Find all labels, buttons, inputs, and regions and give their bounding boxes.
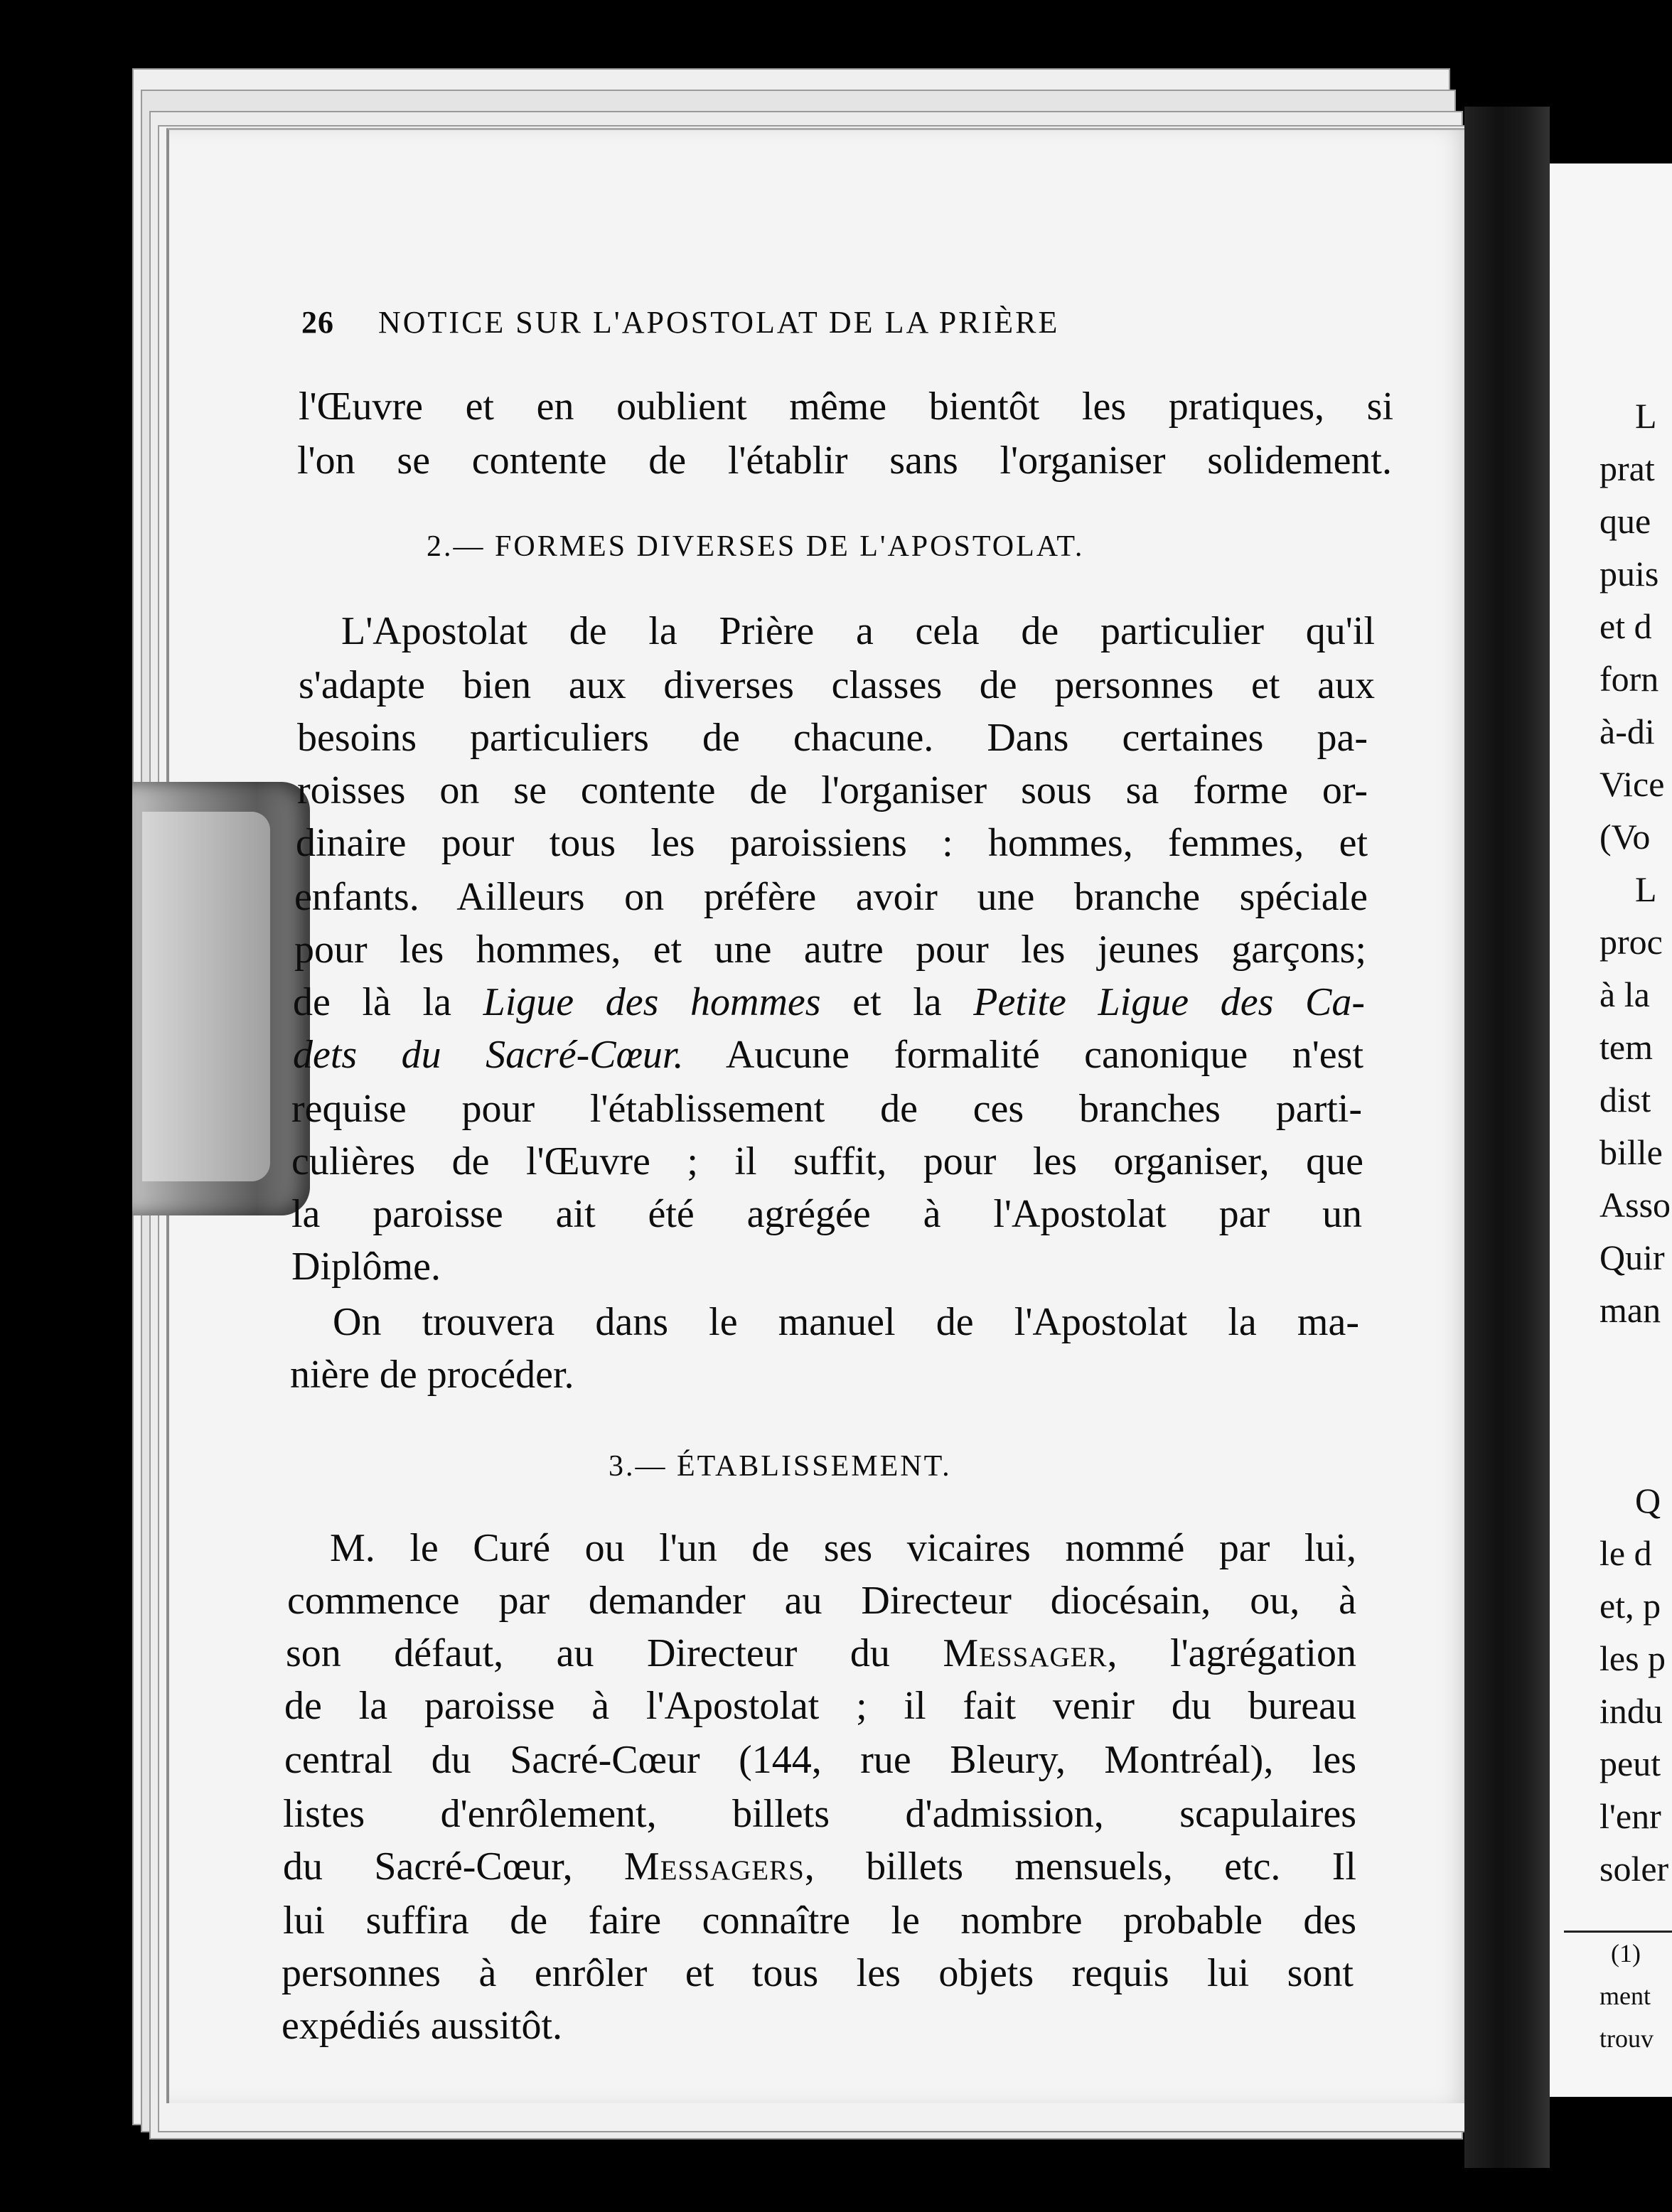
text-line: la paroisse ait été agrégée à l'Apostolat par un (291, 1192, 1362, 1236)
facing-line: peut (1599, 1744, 1661, 1783)
text-line (293, 1035, 1363, 1075)
small-caps-title: Messagers (623, 1845, 805, 1889)
facing-line: puis (1599, 554, 1659, 594)
text-line: On trouvera dans le manuel de l'Apostolat la ma- (333, 1300, 1359, 1344)
text-line: pour les hommes, et une autre pour les jeunes garçons; (294, 928, 1366, 972)
facing-line: man (1599, 1290, 1661, 1330)
text-line: s'adapte bien aux diverses classes de personnes et aux (299, 663, 1375, 707)
text-line: personnes à enrôler et tous les objets requis lui sont (282, 1951, 1354, 1995)
text-run: du Sacré-Cœur, (283, 1845, 624, 1889)
text-line: besoins particuliers de chacune. Dans certaines pa- (297, 716, 1368, 760)
italic-title: Ligue des hommes (483, 980, 821, 1024)
facing-line: (Vo (1599, 817, 1651, 857)
facing-line: indu (1599, 1691, 1663, 1731)
facing-line: et d (1599, 606, 1652, 646)
facing-line: proc (1599, 922, 1663, 962)
text-line: listes d'enrôlement, billets d'admission, scapulaires (283, 1792, 1356, 1836)
italic-title: dets du Sacré-Cœur. (293, 1033, 684, 1077)
facing-line: que (1599, 501, 1651, 541)
facing-line: tem (1599, 1027, 1653, 1067)
text-line: dinaire pour tous les paroissiens : hommes, femmes, et (296, 821, 1368, 865)
text-line (283, 1845, 1356, 1889)
page-number: 26 (301, 305, 334, 340)
text-line: lui suffira de faire connaître le nombre probable des (283, 1899, 1356, 1943)
facing-line: l'enr (1599, 1796, 1661, 1836)
text-line: M. le Curé ou l'un de ses vicaires nommé par lui, (330, 1526, 1356, 1570)
text-line: commence par demander au Directeur diocésain, ou, à (287, 1579, 1356, 1623)
facing-line: Q (1635, 1481, 1661, 1520)
facing-line: bille (1599, 1132, 1663, 1172)
text-run: et la (820, 980, 974, 1024)
facing-line: les p (1599, 1638, 1666, 1678)
small-caps-title: Messager (943, 1631, 1108, 1675)
facing-line: à-di (1599, 712, 1655, 751)
text-run: Aucune formalité canonique n'est (683, 1033, 1363, 1077)
italic-title: Petite Ligue des Ca- (973, 980, 1365, 1024)
text-line (293, 982, 1365, 1022)
text-run: , billets mensuels, etc. Il (804, 1845, 1356, 1889)
text-run: , l'agrégation (1107, 1631, 1356, 1675)
text-line: Diplôme. (291, 1245, 441, 1289)
facing-footnote: trouv (1599, 2024, 1654, 2053)
text-line: central du Sacré-Cœur (144, rue Bleury, Montréal), les (284, 1738, 1356, 1782)
text-line: expédiés aussitôt. (282, 2004, 563, 2048)
text-line: de la paroisse à l'Apostolat ; il fait venir du bureau (284, 1684, 1356, 1728)
facing-page-fragment (1550, 163, 1672, 2097)
facing-line: forn (1599, 659, 1659, 699)
text-line: nière de procéder. (290, 1353, 574, 1397)
facing-line: L (1635, 396, 1657, 436)
facing-footnote: (1) (1611, 1939, 1641, 1967)
facing-line: prat (1599, 449, 1655, 488)
text-run: son défaut, au Directeur du (286, 1631, 943, 1675)
facing-footnote: ment (1599, 1982, 1651, 2010)
facing-line: soler (1599, 1849, 1669, 1889)
text-line (286, 1633, 1356, 1673)
section-heading: 3.— ÉTABLISSEMENT. (609, 1450, 952, 1483)
book-gutter (1464, 107, 1550, 2168)
facing-line: et, p (1599, 1586, 1661, 1626)
text-line: roisses on se contente de l'organiser sous sa forme or- (297, 768, 1368, 812)
facing-line: Asso (1599, 1185, 1671, 1225)
facing-line: dist (1599, 1080, 1651, 1120)
facing-line: à la (1599, 975, 1650, 1014)
text-line: enfants. Ailleurs on préfère avoir une branche spéciale (294, 875, 1368, 919)
running-title: NOTICE SUR L'APOSTOLAT DE LA PRIÈRE (378, 305, 1060, 340)
facing-line: Quir (1599, 1237, 1665, 1277)
section-heading: 2.— FORMES DIVERSES DE L'APOSTOLAT. (427, 530, 1085, 563)
facing-line: le d (1599, 1533, 1652, 1573)
text-line: requise pour l'établissement de ces branches parti- (291, 1087, 1362, 1131)
text-line: l'Œuvre et en oublient même bientôt les pratiques, si (299, 385, 1393, 429)
facing-line: Vice (1599, 764, 1665, 804)
text-line: L'Apostolat de la Prière a cela de particulier qu'il (341, 609, 1375, 653)
text-run: de là la (293, 980, 483, 1024)
footnote-rule (1564, 1931, 1672, 1933)
text-line: culières de l'Œuvre ; il suffit, pour les organiser, que (291, 1139, 1363, 1183)
page-text (166, 128, 1472, 2101)
facing-line: L (1635, 869, 1657, 909)
text-line: l'on se contente de l'établir sans l'organiser solidement. (297, 439, 1392, 483)
running-head (301, 307, 1396, 338)
